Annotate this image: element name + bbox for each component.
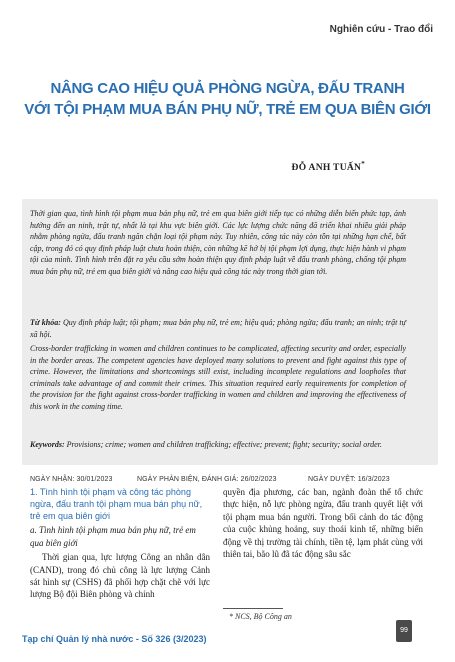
author-text: ĐỖ ANH TUẤN (291, 163, 362, 174)
keywords-en-label: Keywords: (30, 440, 65, 449)
keywords-vietnamese (30, 317, 406, 340)
keywords-vi-label: Từ khóa: (30, 318, 61, 327)
article-title-line-2: VỚI TỘI PHẠM MUA BÁN PHỤ NỮ, TRẺ EM QUA BIÊN GIỚI (24, 101, 431, 118)
date-reviewed: NGÀY PHẢN BIỆN, ĐÁNH GIÁ: 26/02/2023 (137, 476, 277, 483)
abstract-english: Cross-border trafficking in women and children continues to be complicated, affecting security and order, especially in the border areas. The competent agencies have deployed many solutions to prevent and fight against this type of crime. However, the limitations and shortcomings still exist, including incomplete regulations and loopholes that criminals take advantage of and commit their crimes. This situation required early requirements for completion of the provision for the fight against cross-border trafficking in women and children and improving the effectiveness of this work in the coming time. (30, 344, 406, 411)
journal-footer: Tạp chí Quản lý nhà nước - Số 326 (3/2023) (22, 634, 207, 644)
author-name (292, 160, 365, 173)
keywords-english (30, 439, 406, 451)
section-heading: 1. Tình hình tội phạm và công tác phòng ngừa, đấu tranh tội phạm mua bán phụ nữ, trẻ em qua biên giới (30, 487, 203, 522)
body-column-right (223, 486, 423, 560)
date-approved: NGÀY DUYỆT: 16/3/2023 (308, 476, 390, 483)
body-column-left (30, 486, 210, 601)
abstract-vietnamese: Thời gian qua, tình hình tội phạm mua bán phụ nữ, trẻ em qua biên giới tiếp tục có những diễn biến phức tạp, ảnh hưởng đến an ninh, trật tự, nhất là tại khu vực biên giới. Các lực lượng chức năng đã triển khai nhiều giải pháp nhằm phòng ngừa, đấu tranh ngăn chặn loại tội phạm này. Tuy nhiên, công tác này còn tồn tại những hạn chế, bất cập, trong đó có quy định pháp luật chưa hoàn thiện, còn những kẽ hở bị tội phạm lợi dụng, thực hiện hành vi phạm tội của mình. Tình hình trên đặt ra yêu cầu sớm hoàn thiện quy định pháp luật về đấu tranh phòng, chống tội phạm mua bán phụ nữ, trẻ em qua biên giới và nâng cao hiệu quả công tác này trong thời gian tới. (30, 209, 406, 276)
article-title-line-1: NÂNG CAO HIỆU QUẢ PHÒNG NGỪA, ĐẤU TRANH (50, 80, 405, 97)
page-number: 99 (396, 620, 412, 642)
section-label: Nghiên cứu - Trao đổi (329, 24, 433, 35)
footnote-divider (223, 608, 283, 609)
body-paragraph-right: quyền địa phương, các ban, ngành đoàn thể tổ chức thực hiện, nỗ lực phòng ngừa, đấu tranh quyết liệt với tội phạm mua bán người. Trong bối cảnh do tác động của cuộc khủng hoảng, suy thoái kinh tế, những biến động về thị trường tài chính, tiền tệ, lạm phát cùng với thiên tai, bão lũ đã tác động sâu sắc (223, 487, 423, 560)
keywords-en-text: Provisions; crime; women and children trafficking; effective; prevent; fight; security; social order. (64, 440, 382, 449)
keywords-vi-text: Quy định pháp luật; tội phạm; mua bán phụ nữ, trẻ em; hiệu quả; phòng ngừa; đấu tranh; an ninh; trật tự xã hội. (30, 318, 407, 339)
page-header (0, 0, 455, 44)
author-footnote: * NCS, Bộ Công an (229, 612, 292, 621)
date-received: NGÀY NHẬN: 30/01/2023 (30, 476, 113, 483)
body-paragraph-left: Thời gian qua, lực lượng Công an nhân dân (CAND), trong đó chủ công là lực lượng Cảnh sát hình sự (CSHS) đã phối hợp chặt chẽ với lực lượng Bộ đội Biên phòng và chính (30, 552, 210, 600)
author-footnote-mark: * (361, 160, 365, 168)
subsection-heading: a. Tình hình tội phạm mua bán phụ nữ, trẻ em qua biên giới (30, 525, 196, 548)
